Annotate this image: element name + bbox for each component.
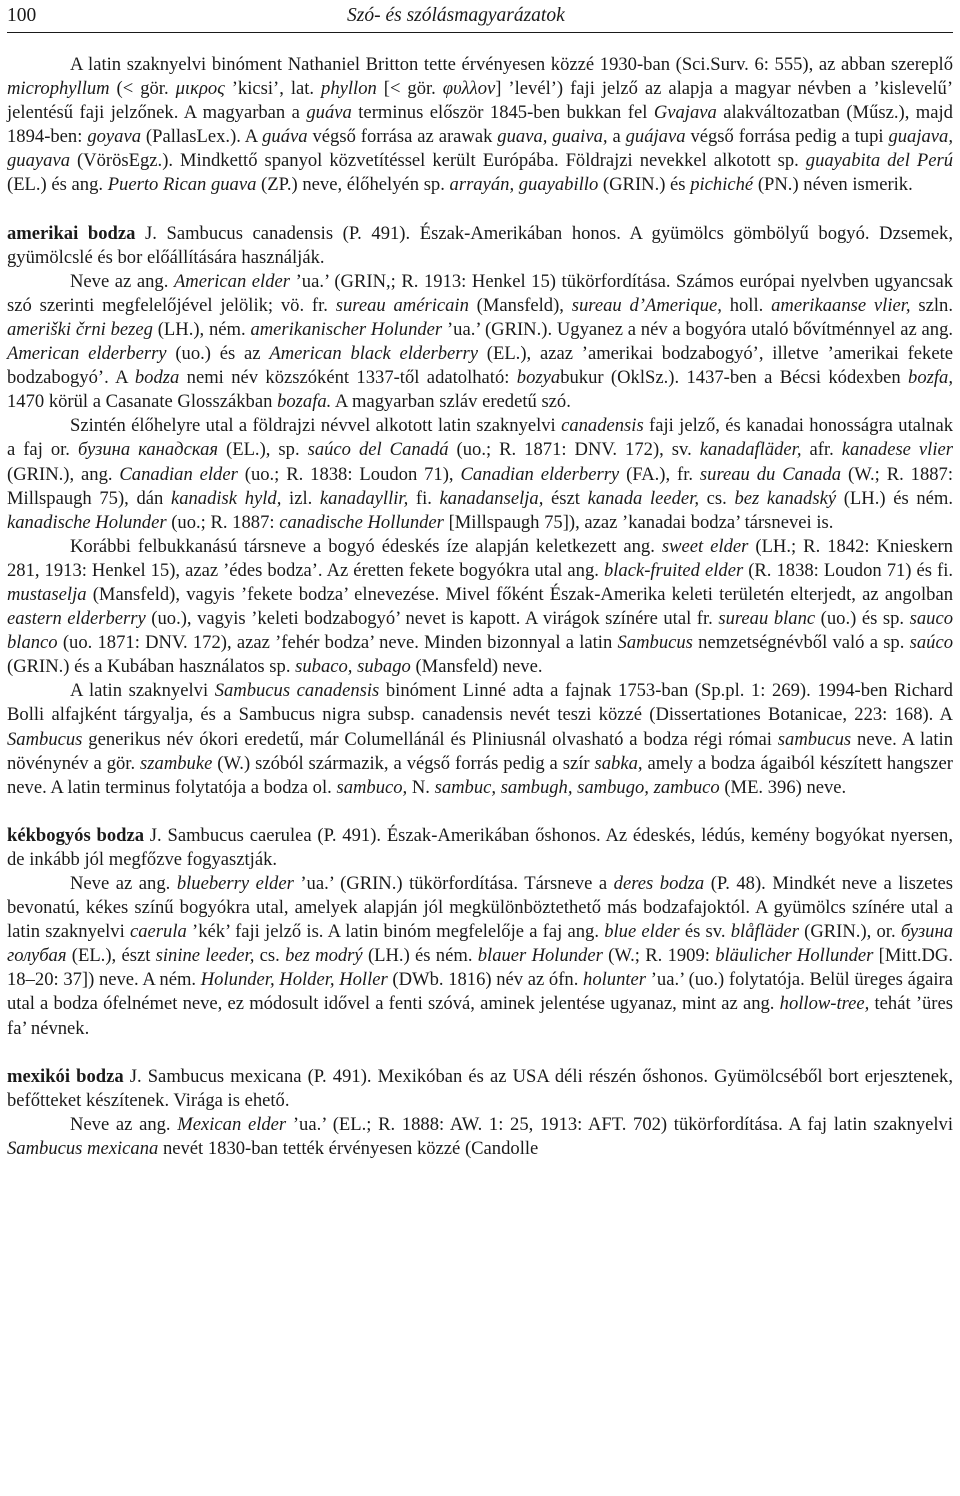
body-paragraph: Korábbi felbukkanású társneve a bogyó édeskés íze alapján keletkezett ang. sweet elder (LH.; R. 1842: Knieskern 281, 1913: Henkel 15), azaz ’édes bodza’. Az éretten fekete bogyókra utal ang. black-fruited elder (R. 1838: Loudon 71) és fi. mustaselja (Mansfeld), vagyis ’fekete bodza’ elnevezése. Mivel főként Észak-Amerika keleti területén elterjedt, az angolban eastern elderberry (uo.), vagyis ’keleti bodzabogyó’ nevet is kapott. A virágok színére utal fr. sureau blanc (uo.) és sp. sauco blanco (uo. 1871: DNV. 172), azaz ’fehér bodza’ neve. Minden bizonnyal a latin Sambucus nemzetségnévből való a sp. saúco (GRIN.) és a Kubában használatos sp. subaco, subago (Mansfeld) neve. xyxy=(7,535,954,678)
book-page xyxy=(7,0,953,1161)
body-paragraph: Neve az ang. blueberry elder ’ua.’ (GRIN.) tükörfordítása. Társneve a deres bodza (P. 48). Mindkét neve a liszetes bevonatú, kékes színű bogyókra utal, amelyek alapján jól megkülönböztethető más bodzafajoktól. A gyümölcs színére utal a latin szaknyelvi caerula ’kék’ faji jelző is. A latin binóm megfelelője a faj ang. blue elder és sv. blåfläder (GRIN.), or. бузина голубая (EL.), észt sinine leeder, cs. bez modrý (LH.) és ném. blauer Holunder (W.; R. 1909: bläulicher Hollunder [Mitt.DG. 18–20: 37]) neve. A ném. Holunder, Holder, Holler (DWb. 1816) név az ófn. holunter ’ua.’ (uo.) folytatója. Belül üreges ágaira utal a bodza ófelnémet neve, ez módosult idővel a fenti szóvá, aminek jelentése ugyanaz, mint az ang. hollow-tree, tehát ’üres fa’ névnek. xyxy=(7,873,954,1039)
body-paragraph: Szintén élőhelyre utal a földrajzi névvel alkotott latin szaknyelvi canadensis faji jelző, és kanadai honosságra utalnak a faj or. бузина канадская (EL.), sp. saúco del Canadá (uo.; R. 1871: DNV. 172), sv. kanadafläder, afr. kanadese vlier (GRIN.), ang. Canadian elder (uo.; R. 1838: Loudon 71), Canadian elderberry (FA.), fr. sureau du Canada (W.; R. 1887: Millspaugh 75), dán kanadisk hyld, izl. kanadayllir, fi. kanadanselja, észt kanada leeder, cs. bez kanadský (LH.) és ném. kanadische Holunder (uo.; R. 1887: canadische Hollunder [Millspaugh 75]), azaz ’kanadai bodza’ társnevei is. xyxy=(7,415,954,533)
body-paragraph: Neve az ang. American elder ’ua.’ (GRIN,; R. 1913: Henkel 15) tükörfordítása. Számos európai nyelvben ugyancsak szó szerinti megfelelőjével jelölik; vö. fr. sureau américain (Mansfeld), sureau d’Amerique, holl. amerikaanse vlier, szln. ameriški črni bezeg (LH.), ném. amerikanischer Holunder ’ua.’ (GRIN.). Ugyanez a név a bogyóra utaló bővítménnyel az ang. American elderberry (uo.) és az American black elderberry (EL.), azaz ’amerikai bodzabogyó’, illetve ’amerikai fekete bodzabogyó’. A bodza nemi név közszóként 1337-től adatolható: bozyabukur (OklSz.). 1437-ben a Bécsi kódexben bozfa, 1470 körül a Casanate Glosszákban bozafa. A magyarban szláv eredetű szó. xyxy=(7,270,954,413)
dictionary-entry-paragraph: amerikai bodza J. Sambucus canadensis (P. 491). Észak-Amerikában honos. A gyümölcs gömbölyű bogyó. Dzsemek, gyümölcslé és bor előállítására használják. xyxy=(7,222,953,268)
dictionary-entry-paragraph: mexikói bodza J. Sambucus mexicana (P. 491). Mexikóban és az USA déli részén őshonos. Gyümölcséből bort erjesztenek, befőtteket készítenek. Virága is ehető. xyxy=(7,1065,953,1111)
running-title: Szó- és szólásmagyarázatok xyxy=(347,5,565,26)
body-paragraph: A latin szaknyelvi Sambucus canadensis binóment Linné adta a fajnak 1753-ban (Sp.pl. 1: 269). 1994-ben Richard Bolli alfajként tárgyalja, és a Sambucus nigra subsp. canadensis nevét teszi közzé (Dissertationes Botanicae, 223: 168). A Sambucus generikus név ókori eredetű, már Columellánál és Pliniusnál olvasható a bodza régi római sambucus neve. A latin növénynév a gör. szambuke (W.) szóból származik, a végső forrás pedig a szír sabka, amely a bodza ágaiból készített hangszer neve. A latin terminus folytatója a bodza ol. sambuco, N. sambuc, sambugh, sambugo, zambuco (ME. 396) neve. xyxy=(7,680,953,798)
body-text xyxy=(7,53,953,1161)
body-paragraph: A latin szaknyelvi binóment Nathaniel Britton tette érvényesen közzé 1930-ban (Sci.Surv. 6: 555), az abban szereplő microphyllum (< gör. μικρος ’kicsi’, lat. phyllon [< gör. φυλλον] ’levél’) faji jelző az alapja a magyar névben a ’kislevelű’ jelentésű faji jelzőnek. A magyarban a guáva terminus először 1845-ben bukkan fel Gvajava alakváltozatban (Műsz.), majd 1894-ben: goyava (PallasLex.). A guáva végső forrása az arawak guava, guaiva, a guájava végső forrása pedig a tupi guajava, guayava (VörösEgz.). Mindkettő spanyol közvetítéssel került Európába. Földrajzi nevekkel alkotott sp. guayabita del Perú (EL.) és ang. Puerto Rican guava (ZP.) neve, élőhelyén sp. arrayán, guayabillo (GRIN.) és pichiché (PN.) néven ismerik. xyxy=(7,54,954,196)
page-header xyxy=(7,3,953,33)
body-paragraph: Neve az ang. Mexican elder ’ua.’ (EL.; R. 1888: AW. 1: 25, 1913: AFT. 702) tükörfordítása. A faj latin szaknyelvi Sambucus mexicana nevét 1830-ban tették érvényesen közzé (Candolle xyxy=(7,1113,953,1159)
dictionary-entry-paragraph: kékbogyós bodza J. Sambucus caerulea (P. 491). Észak-Amerikában őshonos. Az édeskés, lédús, kemény bogyókat nyersen, de inkább jól megfőzve fogyasztják. xyxy=(7,824,953,870)
page-number: 100 xyxy=(7,5,37,26)
header-rule xyxy=(7,32,953,33)
